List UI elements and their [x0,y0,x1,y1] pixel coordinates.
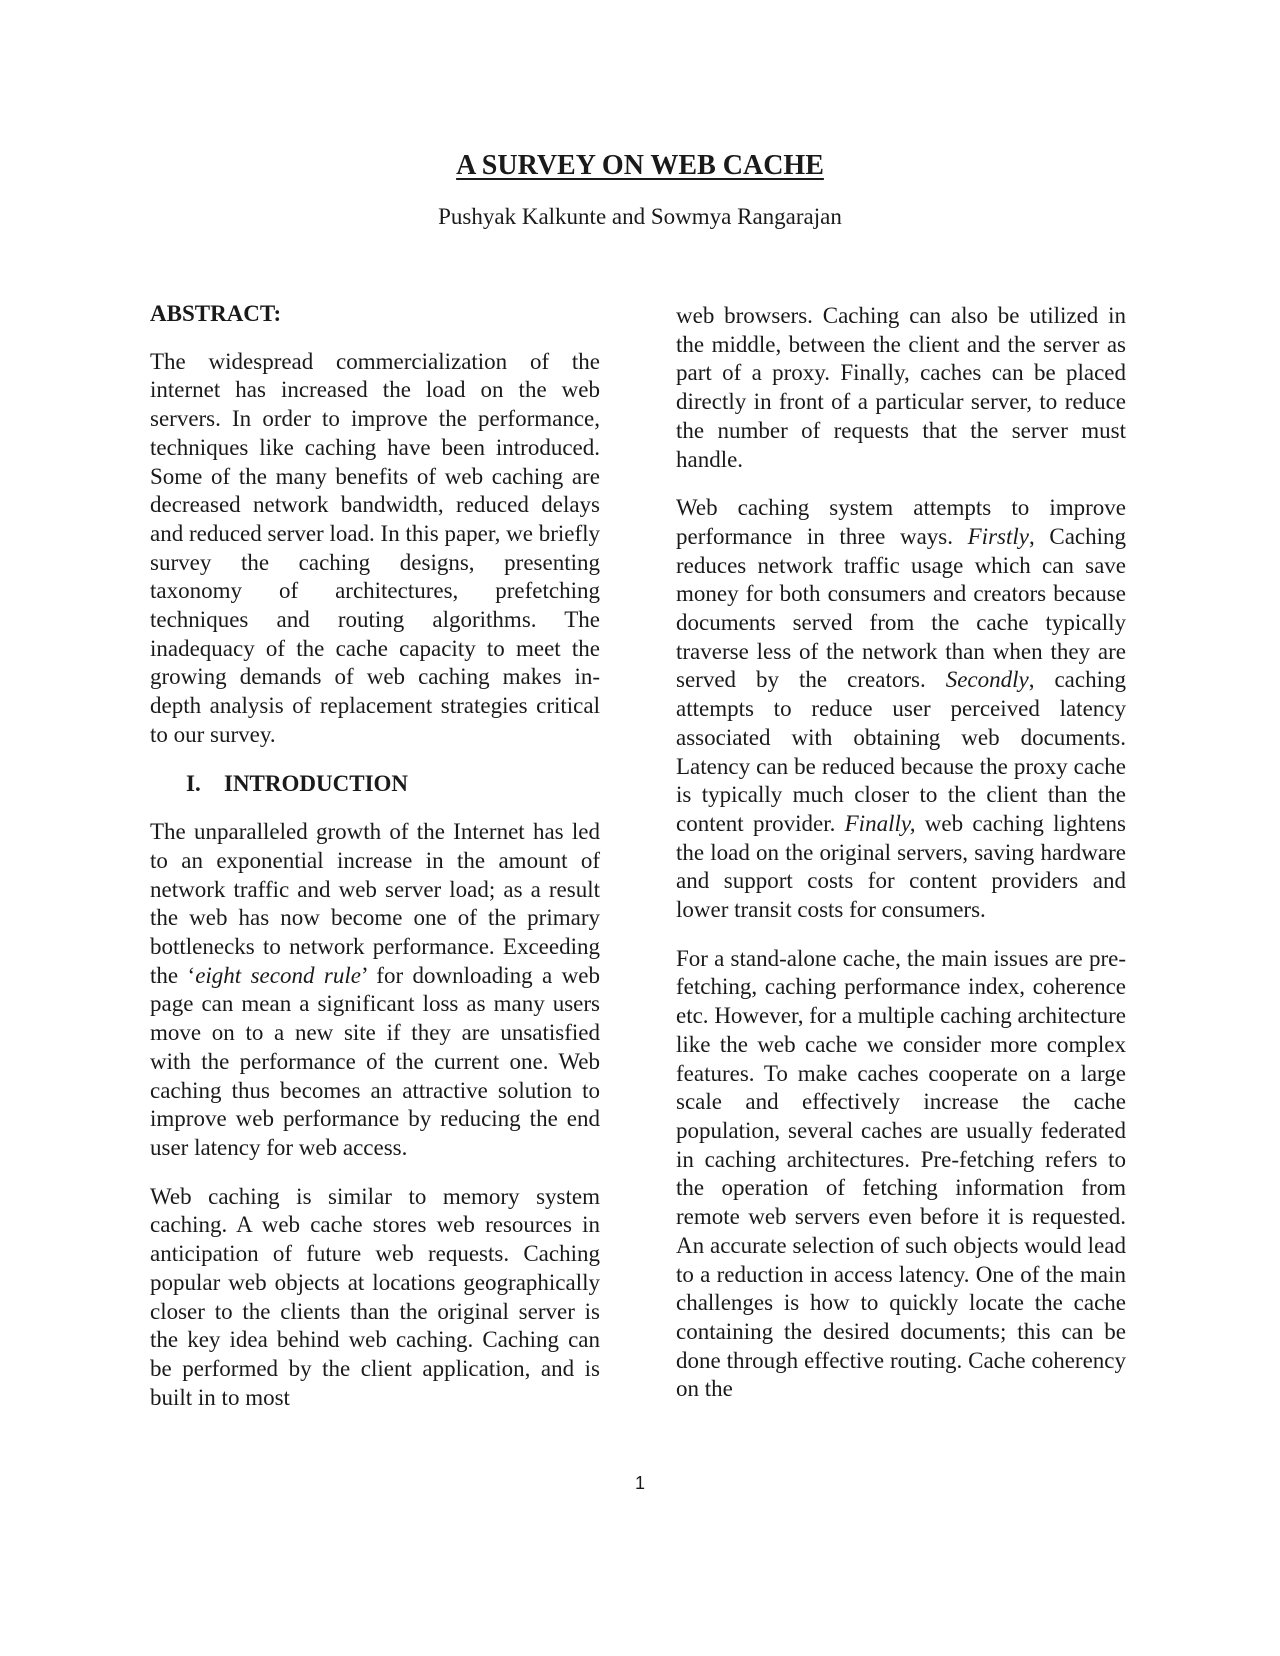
abstract-text: The widespread commercialization of the internet has increased the load on the web servers. In order to improve the performance, techniques like caching have been introduced. Some of the many benefits of web caching are decreased network bandwidth, reduced delays and reduced server load. In this paper, we briefly survey the caching designs, presenting taxonomy of architectures, prefetching techniques and routing algorithms. The inadequacy of the cache capacity to meet the growing demands of web caching makes in-depth analysis of replacement strategies critical to our survey. [150,348,600,747]
section-number: I. [186,770,201,796]
introduction-heading [150,770,600,799]
intro-paragraph-2: Web caching is similar to memory system caching. A web cache stores web resources in anticipation of future web requests. Caching popular web objects at locations geographically closer to the clients than the original server is the key idea behind web caching. Caching can be performed by the client application, and is built in to most [150,1183,600,1410]
intro-paragraph-3 [676,494,1126,925]
intro-paragraph-2-continued: web browsers. Caching can also be utilized in the middle, between the client and the server as part of a proxy. Finally, caches can be placed directly in front of a particular server, to reduce the number of requests that the server must handle. [676,303,1126,472]
intro-p3-text-a: Web caching system attempts to improve performance in three ways. [676,495,1126,549]
paper-title: A SURVEY ON WEB CACHE [456,150,824,181]
intro-paragraph-4: For a stand-alone cache, the main issues are pre-fetching, caching performance index, coherence etc. However, for a multiple caching architecture like the web cache we consider more complex features. To make caches cooperate on a large scale and effectively increase the cache population, several caches are usually federated in caching architectures. Pre-fetching refers to the operation of fetching information from remote web servers even before it is requested. An accurate selection of such objects would lead to a reduction in access latency. One of the main challenges is how to quickly locate the cache containing the desired documents; this can be done through effective routing. Cache coherency on the [676,945,1126,1402]
abstract-heading: ABSTRACT: [150,301,282,326]
intro-p3-text-b: , Caching reduces network traffic usage which can save money for both consumers and creators because documents served from the cache typically traverse less of the network than when they are served by the creators. [676,523,1127,693]
right-column [676,302,1126,1424]
secondly-emphasis: Secondly [945,667,1029,693]
page-number: 1 [634,1473,645,1493]
eight-second-rule-emphasis: eight second rule [195,962,361,988]
left-column [150,300,600,1432]
section-title: INTRODUCTION [224,770,409,796]
finally-emphasis: Finally, [844,810,916,836]
intro-p1-text-b: ’ for downloading a web page can mean a significant loss as many users move on to a new site if they are unsatisfied with the performance of the current one. Web caching thus becomes an attractive solution to improve web performance by reducing the end user latency for web access. [150,962,601,1160]
firstly-emphasis: Firstly [967,523,1029,549]
paper-authors: Pushyak Kalkunte and Sowmya Rangarajan [438,204,842,229]
intro-paragraph-1 [150,818,600,1162]
intro-p3-text-d: web caching lightens the load on the original servers, saving hardware and support costs for content providers and lower transit costs for consumers. [676,810,1126,923]
intro-p1-text-a: The unparalleled growth of the Internet has led to an exponential increase in the amount of network traffic and web server load; as a result the web has now become one of the primary bottlenecks to network performance. Exceeding the ‘ [150,819,600,988]
intro-p3-text-c: , caching attempts to reduce user perceived latency associated with obtaining web documents. Latency can be reduced because the proxy cache is typically much closer to the client than the content provider. [676,667,1126,836]
